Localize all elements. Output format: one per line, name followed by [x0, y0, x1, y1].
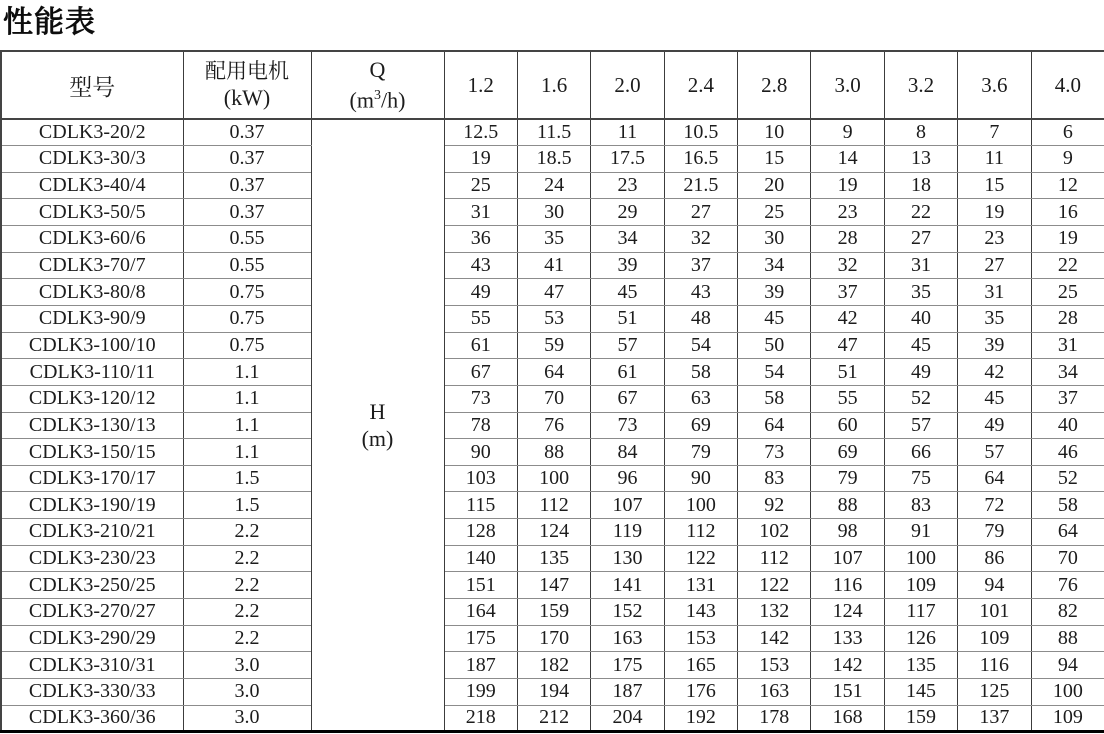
head-value-cell: 100	[517, 465, 590, 492]
head-value-cell: 100	[664, 492, 737, 519]
head-value-cell: 72	[958, 492, 1031, 519]
motor-power-cell: 2.2	[183, 625, 311, 652]
h-label: H	[369, 399, 386, 425]
motor-power-cell: 0.37	[183, 146, 311, 173]
motor-power-cell: 0.75	[183, 332, 311, 359]
table-row	[1, 226, 1104, 253]
head-value-cell: 9	[811, 119, 884, 146]
head-value-cell: 51	[591, 305, 664, 332]
head-value-cell: 143	[664, 599, 737, 626]
head-value-cell: 125	[958, 678, 1031, 705]
head-value-cell: 27	[958, 252, 1031, 279]
head-value-cell: 37	[1031, 385, 1104, 412]
table-row	[1, 305, 1104, 332]
head-value-cell: 50	[738, 332, 811, 359]
model-cell: CDLK3-210/21	[1, 519, 183, 546]
motor-power-cell: 1.1	[183, 385, 311, 412]
head-value-cell: 83	[884, 492, 957, 519]
model-cell: CDLK3-30/3	[1, 146, 183, 173]
head-value-cell: 86	[958, 545, 1031, 572]
motor-power-cell: 1.1	[183, 412, 311, 439]
head-value-cell: 10	[738, 119, 811, 146]
head-value-cell: 49	[884, 359, 957, 386]
head-value-cell: 141	[591, 572, 664, 599]
model-cell: CDLK3-70/7	[1, 252, 183, 279]
head-value-cell: 19	[444, 146, 517, 173]
head-value-cell: 132	[738, 599, 811, 626]
head-value-cell: 117	[884, 599, 957, 626]
head-value-cell: 153	[738, 652, 811, 679]
head-value-cell: 135	[884, 652, 957, 679]
head-value-cell: 36	[444, 226, 517, 253]
head-value-cell: 88	[517, 439, 590, 466]
head-value-cell: 51	[811, 359, 884, 386]
table-row	[1, 385, 1104, 412]
head-value-cell: 19	[958, 199, 1031, 226]
head-value-cell: 90	[444, 439, 517, 466]
head-value-cell: 176	[664, 678, 737, 705]
motor-power-cell: 2.2	[183, 519, 311, 546]
model-cell: CDLK3-40/4	[1, 172, 183, 199]
head-value-cell: 24	[517, 172, 590, 199]
head-value-cell: 46	[1031, 439, 1104, 466]
model-cell: CDLK3-290/29	[1, 625, 183, 652]
head-value-cell: 43	[664, 279, 737, 306]
head-value-cell: 70	[1031, 545, 1104, 572]
table-row	[1, 678, 1104, 705]
head-value-cell: 75	[884, 465, 957, 492]
head-value-cell: 91	[884, 519, 957, 546]
head-value-cell: 218	[444, 705, 517, 732]
model-cell: CDLK3-190/19	[1, 492, 183, 519]
motor-power-cell: 1.1	[183, 439, 311, 466]
head-value-cell: 64	[958, 465, 1031, 492]
head-value-cell: 37	[811, 279, 884, 306]
head-value-cell: 178	[738, 705, 811, 732]
head-value-cell: 90	[664, 465, 737, 492]
flow-rate-header: 2.8	[738, 51, 811, 119]
head-value-cell: 9	[1031, 146, 1104, 173]
table-row	[1, 412, 1104, 439]
head-value-cell: 35	[884, 279, 957, 306]
flow-rate-header: 3.2	[884, 51, 957, 119]
table-row	[1, 119, 1104, 146]
head-value-cell: 69	[664, 412, 737, 439]
motor-power-cell: 2.2	[183, 599, 311, 626]
head-value-cell: 34	[738, 252, 811, 279]
head-value-cell: 69	[811, 439, 884, 466]
head-value-cell: 19	[1031, 226, 1104, 253]
head-value-cell: 59	[517, 332, 590, 359]
flow-rate-header: 1.2	[444, 51, 517, 119]
head-value-cell: 112	[738, 545, 811, 572]
head-value-cell: 41	[517, 252, 590, 279]
head-value-cell: 76	[517, 412, 590, 439]
motor-power-cell: 2.2	[183, 545, 311, 572]
head-value-cell: 100	[884, 545, 957, 572]
head-value-cell: 64	[1031, 519, 1104, 546]
head-value-cell: 109	[884, 572, 957, 599]
model-cell: CDLK3-50/5	[1, 199, 183, 226]
table-row	[1, 439, 1104, 466]
head-value-cell: 163	[738, 678, 811, 705]
head-value-cell: 103	[444, 465, 517, 492]
table-row	[1, 652, 1104, 679]
head-value-cell: 115	[444, 492, 517, 519]
head-value-cell: 55	[811, 385, 884, 412]
head-value-cell: 168	[811, 705, 884, 732]
head-value-cell: 6	[1031, 119, 1104, 146]
head-value-cell: 147	[517, 572, 590, 599]
model-cell: CDLK3-360/36	[1, 705, 183, 732]
head-value-cell: 11	[591, 119, 664, 146]
head-value-cell: 88	[811, 492, 884, 519]
head-value-cell: 142	[738, 625, 811, 652]
head-value-cell: 48	[664, 305, 737, 332]
head-value-cell: 135	[517, 545, 590, 572]
q-label: Q	[369, 56, 386, 82]
head-value-cell: 49	[958, 412, 1031, 439]
head-value-cell: 8	[884, 119, 957, 146]
head-value-cell: 55	[444, 305, 517, 332]
model-cell: CDLK3-130/13	[1, 412, 183, 439]
table-row	[1, 199, 1104, 226]
head-value-cell: 170	[517, 625, 590, 652]
head-value-cell: 45	[738, 305, 811, 332]
motor-power-cell: 0.75	[183, 279, 311, 306]
table-row	[1, 545, 1104, 572]
table-row	[1, 465, 1104, 492]
flow-rate-header: 1.6	[517, 51, 590, 119]
head-value-cell: 30	[517, 199, 590, 226]
head-value-cell: 31	[1031, 332, 1104, 359]
head-value-cell: 37	[664, 252, 737, 279]
q-unit: $(m^3/h)$	[349, 87, 406, 113]
head-value-cell: 34	[591, 226, 664, 253]
head-value-cell: 32	[664, 226, 737, 253]
head-value-cell: 64	[517, 359, 590, 386]
head-value-cell: 107	[591, 492, 664, 519]
motor-power-cell: 2.2	[183, 572, 311, 599]
table-row	[1, 359, 1104, 386]
head-value-cell: 124	[811, 599, 884, 626]
head-value-cell: 102	[738, 519, 811, 546]
head-value-cell: 67	[591, 385, 664, 412]
h-unit: (m)	[361, 426, 394, 452]
head-value-cell: 28	[811, 226, 884, 253]
head-value-cell: 12	[1031, 172, 1104, 199]
head-value-cell: 140	[444, 545, 517, 572]
motor-power-cell: 0.37	[183, 119, 311, 146]
head-value-cell: 34	[1031, 359, 1104, 386]
motor-power-cell: 1.5	[183, 492, 311, 519]
head-value-cell: 27	[884, 226, 957, 253]
model-cell: CDLK3-270/27	[1, 599, 183, 626]
head-value-cell: 28	[1031, 305, 1104, 332]
head-value-cell: 164	[444, 599, 517, 626]
table-row	[1, 332, 1104, 359]
motor-power-cell: 0.37	[183, 199, 311, 226]
head-value-cell: 94	[1031, 652, 1104, 679]
head-value-cell: 30	[738, 226, 811, 253]
head-value-cell: 83	[738, 465, 811, 492]
head-value-cell: 61	[444, 332, 517, 359]
head-value-cell: 109	[958, 625, 1031, 652]
head-value-cell: 152	[591, 599, 664, 626]
head-value-cell: 112	[517, 492, 590, 519]
head-value-cell: 182	[517, 652, 590, 679]
head-value-cell: 79	[811, 465, 884, 492]
head-value-cell: 35	[958, 305, 1031, 332]
head-value-cell: 137	[958, 705, 1031, 732]
motor-power-cell: 3.0	[183, 705, 311, 732]
head-value-cell: 187	[591, 678, 664, 705]
performance-table	[0, 50, 1104, 733]
head-value-cell: 116	[811, 572, 884, 599]
head-value-cell: 153	[664, 625, 737, 652]
head-value-cell: 17.5	[591, 146, 664, 173]
head-value-cell: 122	[664, 545, 737, 572]
motor-power-cell: 1.1	[183, 359, 311, 386]
model-cell: CDLK3-120/12	[1, 385, 183, 412]
model-cell: CDLK3-150/15	[1, 439, 183, 466]
head-unit-cell	[311, 119, 444, 732]
head-value-cell: 76	[1031, 572, 1104, 599]
head-value-cell: 7	[958, 119, 1031, 146]
head-value-cell: 23	[591, 172, 664, 199]
model-cell: CDLK3-100/10	[1, 332, 183, 359]
head-value-cell: 159	[517, 599, 590, 626]
head-value-cell: 131	[664, 572, 737, 599]
motor-unit: (kW)	[223, 85, 271, 110]
table-row	[1, 146, 1104, 173]
table-row	[1, 172, 1104, 199]
head-value-cell: 133	[811, 625, 884, 652]
head-value-cell: 18.5	[517, 146, 590, 173]
head-value-cell: 130	[591, 545, 664, 572]
flow-rate-header: 3.6	[958, 51, 1031, 119]
flow-rate-header: 2.4	[664, 51, 737, 119]
model-cell: CDLK3-20/2	[1, 119, 183, 146]
head-value-cell: 29	[591, 199, 664, 226]
table-row	[1, 599, 1104, 626]
head-value-cell: 124	[517, 519, 590, 546]
head-value-cell: 212	[517, 705, 590, 732]
head-value-cell: 12.5	[444, 119, 517, 146]
head-value-cell: 151	[444, 572, 517, 599]
head-value-cell: 47	[517, 279, 590, 306]
header-row	[1, 51, 1104, 119]
head-value-cell: 199	[444, 678, 517, 705]
head-value-cell: 15	[958, 172, 1031, 199]
head-value-cell: 192	[664, 705, 737, 732]
head-value-cell: 92	[738, 492, 811, 519]
head-value-cell: 45	[958, 385, 1031, 412]
head-value-cell: 112	[664, 519, 737, 546]
head-value-cell: 142	[811, 652, 884, 679]
head-value-cell: 165	[664, 652, 737, 679]
head-value-cell: 73	[591, 412, 664, 439]
head-value-cell: 151	[811, 678, 884, 705]
table-row	[1, 252, 1104, 279]
head-value-cell: 19	[811, 172, 884, 199]
head-value-cell: 10.5	[664, 119, 737, 146]
head-value-cell: 45	[884, 332, 957, 359]
head-value-cell: 96	[591, 465, 664, 492]
head-value-cell: 52	[884, 385, 957, 412]
head-value-cell: 194	[517, 678, 590, 705]
head-value-cell: 101	[958, 599, 1031, 626]
head-value-cell: 23	[958, 226, 1031, 253]
table-row	[1, 519, 1104, 546]
head-value-cell: 57	[591, 332, 664, 359]
head-value-cell: 39	[958, 332, 1031, 359]
head-value-cell: 57	[884, 412, 957, 439]
head-value-cell: 64	[738, 412, 811, 439]
head-value-cell: 53	[517, 305, 590, 332]
table-row	[1, 572, 1104, 599]
head-value-cell: 54	[738, 359, 811, 386]
head-value-cell: 52	[1031, 465, 1104, 492]
model-cell: CDLK3-80/8	[1, 279, 183, 306]
flow-rate-header: 3.0	[811, 51, 884, 119]
head-value-cell: 16.5	[664, 146, 737, 173]
head-value-cell: 23	[811, 199, 884, 226]
head-value-cell: 45	[591, 279, 664, 306]
head-value-cell: 78	[444, 412, 517, 439]
head-value-cell: 163	[591, 625, 664, 652]
head-value-cell: 25	[738, 199, 811, 226]
head-value-cell: 175	[444, 625, 517, 652]
head-value-cell: 109	[1031, 705, 1104, 732]
flow-rate-header: 4.0	[1031, 51, 1104, 119]
table-body	[1, 119, 1104, 732]
head-value-cell: 98	[811, 519, 884, 546]
page-title: 性能表	[3, 6, 96, 39]
head-value-cell: 175	[591, 652, 664, 679]
model-cell: CDLK3-230/23	[1, 545, 183, 572]
head-value-cell: 25	[444, 172, 517, 199]
model-cell: CDLK3-60/6	[1, 226, 183, 253]
head-value-cell: 58	[1031, 492, 1104, 519]
head-value-cell: 67	[444, 359, 517, 386]
head-value-cell: 39	[591, 252, 664, 279]
head-value-cell: 122	[738, 572, 811, 599]
model-cell: CDLK3-90/9	[1, 305, 183, 332]
head-value-cell: 22	[1031, 252, 1104, 279]
motor-power-cell: 0.75	[183, 305, 311, 332]
head-value-cell: 31	[444, 199, 517, 226]
flow-rate-header: 2.0	[591, 51, 664, 119]
head-value-cell: 128	[444, 519, 517, 546]
head-value-cell: 94	[958, 572, 1031, 599]
head-value-cell: 11	[958, 146, 1031, 173]
model-cell: CDLK3-330/33	[1, 678, 183, 705]
head-value-cell: 40	[884, 305, 957, 332]
head-value-cell: 42	[958, 359, 1031, 386]
head-value-cell: 39	[738, 279, 811, 306]
motor-power-cell: 0.55	[183, 252, 311, 279]
head-value-cell: 79	[664, 439, 737, 466]
motor-label: 配用电机	[205, 60, 289, 83]
head-value-cell: 187	[444, 652, 517, 679]
head-value-cell: 63	[664, 385, 737, 412]
head-value-cell: 47	[811, 332, 884, 359]
head-value-cell: 35	[517, 226, 590, 253]
head-value-cell: 15	[738, 146, 811, 173]
head-value-cell: 40	[1031, 412, 1104, 439]
head-value-cell: 43	[444, 252, 517, 279]
head-value-cell: 61	[591, 359, 664, 386]
head-value-cell: 70	[517, 385, 590, 412]
table-row	[1, 625, 1104, 652]
head-value-cell: 16	[1031, 199, 1104, 226]
head-value-cell: 20	[738, 172, 811, 199]
motor-power-column-header	[183, 51, 311, 119]
model-cell: CDLK3-170/17	[1, 465, 183, 492]
head-value-cell: 58	[664, 359, 737, 386]
motor-power-cell: 3.0	[183, 652, 311, 679]
head-value-cell: 32	[811, 252, 884, 279]
head-value-cell: 73	[444, 385, 517, 412]
head-value-cell: 58	[738, 385, 811, 412]
head-value-cell: 22	[884, 199, 957, 226]
head-value-cell: 57	[958, 439, 1031, 466]
head-value-cell: 14	[811, 146, 884, 173]
head-value-cell: 119	[591, 519, 664, 546]
head-value-cell: 27	[664, 199, 737, 226]
head-value-cell: 82	[1031, 599, 1104, 626]
head-value-cell: 21.5	[664, 172, 737, 199]
model-cell: CDLK3-310/31	[1, 652, 183, 679]
head-value-cell: 18	[884, 172, 957, 199]
flow-column-header	[311, 51, 444, 119]
head-value-cell: 49	[444, 279, 517, 306]
model-column-header: 型号	[1, 51, 183, 119]
model-cell: CDLK3-250/25	[1, 572, 183, 599]
head-value-cell: 100	[1031, 678, 1104, 705]
head-value-cell: 11.5	[517, 119, 590, 146]
head-value-cell: 204	[591, 705, 664, 732]
head-value-cell: 66	[884, 439, 957, 466]
table-row	[1, 705, 1104, 732]
motor-power-cell: 1.5	[183, 465, 311, 492]
head-value-cell: 31	[958, 279, 1031, 306]
head-value-cell: 13	[884, 146, 957, 173]
motor-power-cell: 0.55	[183, 226, 311, 253]
head-value-cell: 79	[958, 519, 1031, 546]
head-value-cell: 107	[811, 545, 884, 572]
head-value-cell: 31	[884, 252, 957, 279]
head-value-cell: 116	[958, 652, 1031, 679]
head-value-cell: 60	[811, 412, 884, 439]
head-value-cell: 73	[738, 439, 811, 466]
model-cell: CDLK3-110/11	[1, 359, 183, 386]
table-row	[1, 279, 1104, 306]
head-value-cell: 126	[884, 625, 957, 652]
head-value-cell: 145	[884, 678, 957, 705]
table-row	[1, 492, 1104, 519]
head-value-cell: 159	[884, 705, 957, 732]
head-value-cell: 42	[811, 305, 884, 332]
head-value-cell: 54	[664, 332, 737, 359]
head-value-cell: 84	[591, 439, 664, 466]
motor-power-cell: 3.0	[183, 678, 311, 705]
motor-power-cell: 0.37	[183, 172, 311, 199]
head-value-cell: 88	[1031, 625, 1104, 652]
head-value-cell: 25	[1031, 279, 1104, 306]
